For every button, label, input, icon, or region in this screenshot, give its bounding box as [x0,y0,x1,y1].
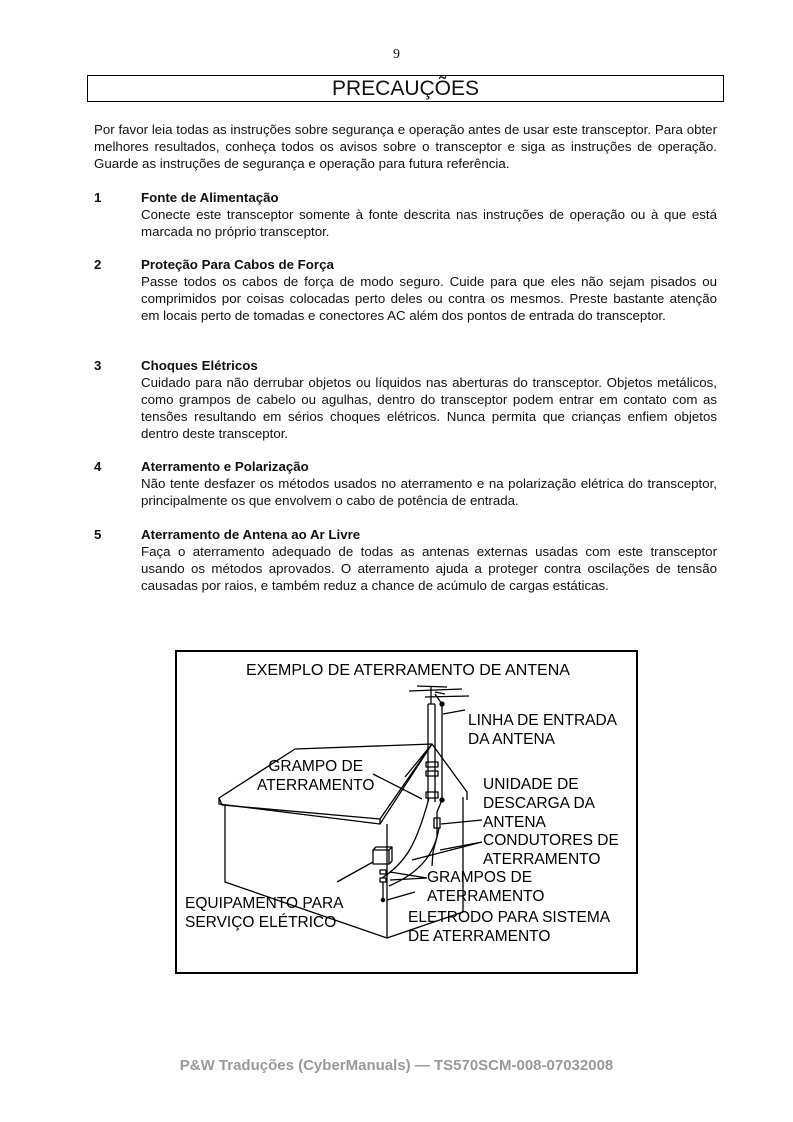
intro-paragraph: Por favor leia todas as instruções sobre segurança e operação antes de usar este transceptor. Para obter melhores resultados, conheça todos os avisos sobre o transceptor e siga as instruções de operação. Guarde as instruções de segurança e operação para futura referência. [94,122,717,171]
label-line: LINHA DE ENTRADA [468,712,618,729]
lead-in-wire [432,694,442,866]
label-line: ATERRAMENTO [427,888,545,905]
label-line: DE ATERRAMENTO [408,928,551,945]
label-discharge-unit [483,775,595,832]
label-service-equipment [185,894,343,932]
label-line: ATERRAMENTO [483,851,601,868]
label-line: GRAMPOS DE [427,869,533,886]
label-ground-conductors [483,831,619,869]
precaution-item [94,189,717,240]
item-text: Passe todos os cabos de força de modo seguro. Cuide para que eles não sejam pisados ou comprimidos por coisas colocadas perto deles ou contra os mesmos. Preste bastante atenção em locais perto de tomadas e conectores AC além dos pontos de entrada do transceptor. [141,274,717,323]
item-heading: Proteção Para Cabos de Força [141,257,334,272]
precaution-item [94,357,717,442]
label-line: UNIDADE DE [483,776,579,793]
label-ground-clamp [257,757,374,795]
item-text: Cuidado para não derrubar objetos ou líquidos nas aberturas do transceptor. Objetos metálicos, como grampos de cabelo ou agulhas, dentro do transceptor podem entrar em contato com as tensões resultando em sérios choques elétricos. Nunca permita que crianças enfiem objetos dentro deste transceptor. [141,375,717,441]
label-lead-in [468,711,617,749]
item-text: Faça o aterramento adequado de todas as antenas externas usadas com este transceptor usando os métodos aprovados. O aterramento ajuda a proteger contra oscilações de tensão causadas por raios, e também reduz a chance de acúmulo de cargas estáticas. [141,544,717,593]
label-line: ANTENA [483,814,546,831]
label-line: GRAMPO DE [268,758,364,775]
item-heading: Choques Elétricos [141,358,258,373]
item-number: 5 [94,527,102,542]
label-ground-clamps [427,868,544,906]
item-heading: Aterramento de Antena ao Ar Livre [141,527,361,542]
label-line: SERVIÇO ELÉTRICO [185,914,337,931]
item-text: Conecte este transceptor somente à fonte descrita nas instruções de operação ou à que está marcada no próprio transceptor. [141,207,717,239]
antenna-grounding-figure [175,650,638,974]
label-line: DESCARGA DA [483,795,595,812]
item-heading: Fonte de Alimentação [141,190,279,205]
footer: P&W Traduções (CyberManuals) — TS570SCM-008-07032008 [179,1057,614,1074]
antenna-elements [409,686,469,697]
figure-title: EXEMPLO DE ATERRAMENTO DE ANTENA [246,662,570,679]
item-number: 4 [94,459,102,474]
antenna-mast [428,704,435,802]
label-line: CONDUTORES DE [483,832,619,849]
item-number: 3 [94,358,102,373]
label-line: ELETRODO PARA SISTEMA [408,909,611,926]
item-number: 1 [94,190,102,205]
precaution-item [94,526,717,594]
item-number: 2 [94,257,102,272]
page-number: 9 [393,47,400,62]
label-line: EQUIPAMENTO PARA [185,895,344,912]
item-text: Não tente desfazer os métodos usados no aterramento e na polarização elétrica do transceptor, principalmente os que envolvem o cabo de potência de entrada. [141,476,717,508]
item-heading: Aterramento e Polarização [141,459,309,474]
page-title: PRECAUÇÕES [87,75,724,102]
label-line: ATERRAMENTO [257,777,375,794]
label-line: DA ANTENA [468,731,555,748]
precaution-item [94,256,717,324]
label-grounding-electrode [408,908,610,946]
precaution-item [94,458,717,509]
